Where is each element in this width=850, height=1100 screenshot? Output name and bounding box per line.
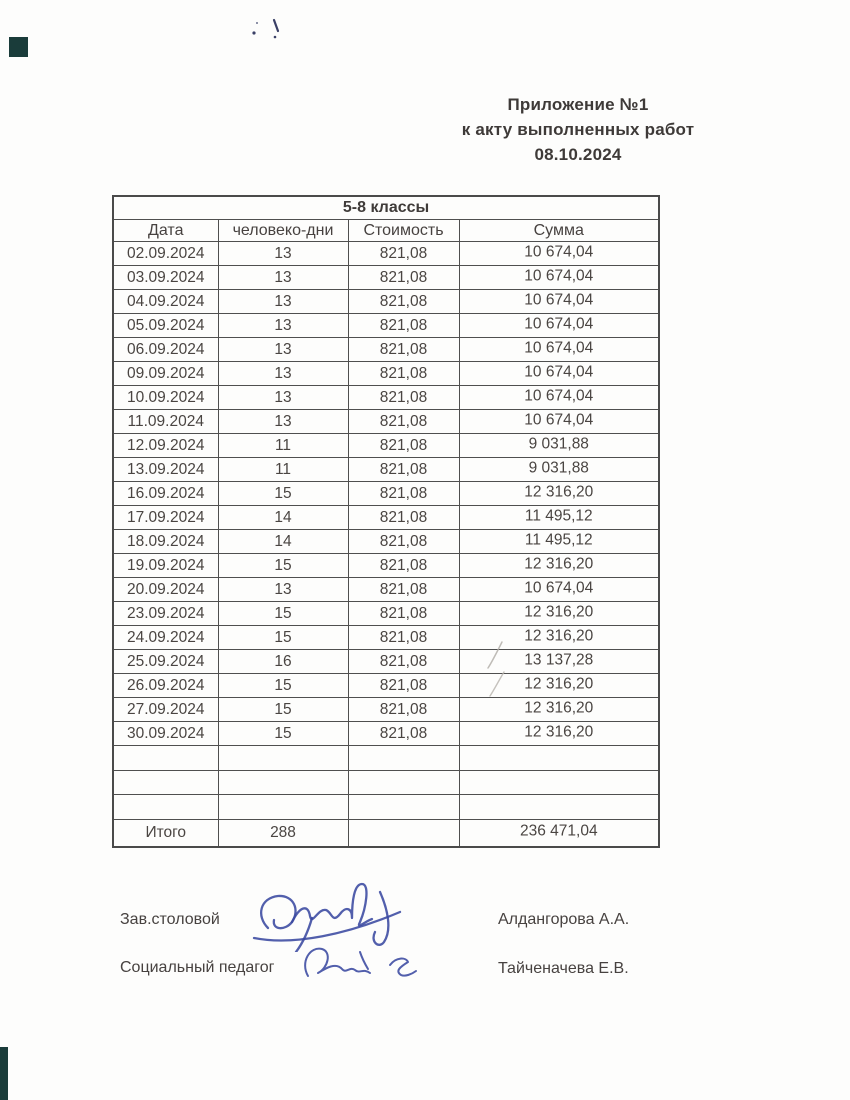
table-row — [113, 314, 659, 338]
table-row — [113, 578, 659, 602]
table-cell-date: 03.09.2024 — [113, 266, 218, 290]
table-empty-row — [113, 746, 659, 771]
table-cell-price: 821,08 — [348, 266, 459, 290]
column-header-price: Стоимость — [348, 220, 459, 242]
table-cell-sum: 10 674,04 — [459, 264, 659, 288]
table-empty-row — [113, 770, 659, 795]
table-row — [113, 290, 659, 314]
table-row — [113, 602, 659, 626]
table-cell-price: 821,08 — [348, 338, 459, 362]
table-cell-sum: 12 316,20 — [459, 552, 659, 576]
table-cell-date: 23.09.2024 — [113, 602, 218, 626]
table-cell-sum: 11 495,12 — [459, 528, 659, 552]
table-cell-price: 821,08 — [348, 290, 459, 314]
table-cell-sum: 9 031,88 — [459, 456, 659, 480]
table-cell-date: 11.09.2024 — [113, 410, 218, 434]
table-cell-date: 16.09.2024 — [113, 482, 218, 506]
table-cell-price: 821,08 — [348, 242, 459, 266]
table-total-row — [113, 819, 659, 847]
table-cell-days: 13 — [218, 362, 348, 386]
table-cell-days: 14 — [218, 506, 348, 530]
table-cell-date: 19.09.2024 — [113, 554, 218, 578]
table-empty-cell — [348, 746, 459, 771]
table-cell-days: 15 — [218, 554, 348, 578]
total-days: 288 — [218, 819, 348, 847]
table-row — [113, 530, 659, 554]
header-line-appendix: Приложение №1 — [507, 95, 649, 114]
table-cell-sum: 10 674,04 — [459, 360, 659, 384]
table-row — [113, 626, 659, 650]
table-header-row — [113, 220, 659, 242]
table-cell-sum: 12 316,20 — [459, 696, 659, 720]
table-empty-cell — [218, 770, 348, 795]
table-row — [113, 266, 659, 290]
table-cell-days: 13 — [218, 242, 348, 266]
header-line-date: 08.10.2024 — [534, 145, 622, 164]
table-cell-price: 821,08 — [348, 722, 459, 746]
table-cell-days: 15 — [218, 626, 348, 650]
table-cell-price: 821,08 — [348, 314, 459, 338]
table-cell-date: 25.09.2024 — [113, 650, 218, 674]
table-empty-cell — [459, 793, 659, 818]
table-row — [113, 434, 659, 458]
table-empty-cell — [348, 795, 459, 820]
table-empty-cell — [459, 744, 659, 769]
table-cell-days: 15 — [218, 674, 348, 698]
table-cell-days: 14 — [218, 530, 348, 554]
table-cell-sum: 12 316,20 — [459, 720, 659, 744]
table-empty-row — [113, 795, 659, 820]
table-row — [113, 722, 659, 746]
column-header-persondays: человеко-дни — [218, 220, 348, 242]
total-price — [348, 819, 459, 847]
table-cell-price: 821,08 — [348, 626, 459, 650]
table-row — [113, 674, 659, 698]
table-row — [113, 698, 659, 722]
table-row — [113, 650, 659, 674]
table-cell-date: 10.09.2024 — [113, 386, 218, 410]
table-cell-days: 16 — [218, 650, 348, 674]
signatory-name-2: Тайченачева Е.В. — [498, 960, 629, 977]
table-cell-date: 04.09.2024 — [113, 290, 218, 314]
table-body — [113, 242, 659, 820]
table-cell-date: 09.09.2024 — [113, 362, 218, 386]
table-cell-sum: 10 674,04 — [459, 336, 659, 360]
table-cell-days: 13 — [218, 410, 348, 434]
table-cell-price: 821,08 — [348, 554, 459, 578]
table-row — [113, 458, 659, 482]
table-cell-days: 15 — [218, 482, 348, 506]
table-row — [113, 554, 659, 578]
table-cell-price: 821,08 — [348, 410, 459, 434]
table-cell-sum: 10 674,04 — [459, 288, 659, 312]
table-cell-price: 821,08 — [348, 386, 459, 410]
table-empty-cell — [218, 746, 348, 771]
signature-aldangorova — [252, 872, 422, 952]
table-cell-sum: 11 495,12 — [459, 504, 659, 528]
table-empty-cell — [113, 746, 218, 771]
table-cell-sum: 10 674,04 — [459, 312, 659, 336]
table-cell-price: 821,08 — [348, 578, 459, 602]
column-header-date: Дата — [113, 220, 218, 242]
table-cell-days: 13 — [218, 314, 348, 338]
table-row — [113, 338, 659, 362]
table-cell-days: 11 — [218, 434, 348, 458]
stray-pen-mark — [478, 638, 514, 700]
table-cell-sum: 12 316,20 — [459, 624, 659, 648]
table-cell-date: 05.09.2024 — [113, 314, 218, 338]
table-cell-price: 821,08 — [348, 434, 459, 458]
table-row — [113, 506, 659, 530]
table-empty-cell — [113, 770, 218, 795]
scan-artifact-edge-bar — [0, 1047, 8, 1100]
table-row — [113, 482, 659, 506]
signatory-role-1: Зав.столовой — [120, 911, 220, 928]
table-cell-sum: 12 316,20 — [459, 600, 659, 624]
document-header — [413, 92, 743, 167]
signatory-role-2: Социальный педагог — [120, 959, 275, 976]
total-label: Итого — [113, 819, 218, 847]
table-cell-price: 821,08 — [348, 506, 459, 530]
table-cell-sum: 10 674,04 — [459, 408, 659, 432]
table-title: 5-8 классы — [113, 196, 659, 220]
table-empty-cell — [348, 770, 459, 795]
table-cell-date: 24.09.2024 — [113, 626, 218, 650]
table-cell-days: 15 — [218, 698, 348, 722]
table-cell-price: 821,08 — [348, 602, 459, 626]
table-cell-date: 27.09.2024 — [113, 698, 218, 722]
table-cell-date: 18.09.2024 — [113, 530, 218, 554]
table-cell-sum: 10 674,04 — [459, 384, 659, 408]
table-cell-date: 26.09.2024 — [113, 674, 218, 698]
table-cell-date: 20.09.2024 — [113, 578, 218, 602]
table-cell-days: 15 — [218, 722, 348, 746]
table-row — [113, 242, 659, 266]
table-cell-date: 30.09.2024 — [113, 722, 218, 746]
table-cell-date: 17.09.2024 — [113, 506, 218, 530]
table-cell-price: 821,08 — [348, 674, 459, 698]
table-cell-date: 06.09.2024 — [113, 338, 218, 362]
table-cell-price: 821,08 — [348, 698, 459, 722]
header-line-act: к акту выполненных работ — [461, 120, 695, 139]
table-cell-days: 13 — [218, 386, 348, 410]
table-cell-sum: 12 316,20 — [459, 672, 659, 696]
signature-taichenacheva — [292, 942, 422, 992]
table-cell-date: 12.09.2024 — [113, 434, 218, 458]
table-cell-date: 13.09.2024 — [113, 458, 218, 482]
attendance-cost-table — [112, 195, 660, 848]
column-header-sum: Сумма — [459, 220, 659, 242]
table-cell-price: 821,08 — [348, 650, 459, 674]
table-row — [113, 386, 659, 410]
table-cell-days: 13 — [218, 338, 348, 362]
table-cell-days: 11 — [218, 458, 348, 482]
table-cell-price: 821,08 — [348, 458, 459, 482]
table-cell-sum: 9 031,88 — [459, 432, 659, 456]
table-cell-price: 821,08 — [348, 530, 459, 554]
table-cell-days: 13 — [218, 266, 348, 290]
table-cell-sum: 12 316,20 — [459, 480, 659, 504]
table-row — [113, 362, 659, 386]
table-cell-days: 13 — [218, 290, 348, 314]
table-cell-sum: 10 674,04 — [459, 576, 659, 600]
table-cell-price: 821,08 — [348, 362, 459, 386]
scan-artifact-square — [9, 37, 28, 57]
table-row — [113, 410, 659, 434]
signatory-name-1: Алдангорова А.А. — [498, 911, 630, 928]
table-title-row — [113, 196, 659, 220]
table-cell-sum: 13 137,28 — [459, 648, 659, 672]
table-cell-days: 15 — [218, 602, 348, 626]
ink-specks — [245, 12, 290, 47]
total-sum: 236 471,04 — [459, 818, 659, 846]
table-empty-cell — [113, 795, 218, 820]
table-cell-days: 13 — [218, 578, 348, 602]
table-cell-sum: 10 674,04 — [459, 240, 659, 264]
table-cell-price: 821,08 — [348, 482, 459, 506]
table-empty-cell — [459, 769, 659, 794]
table-empty-cell — [218, 795, 348, 820]
table-cell-date: 02.09.2024 — [113, 242, 218, 266]
